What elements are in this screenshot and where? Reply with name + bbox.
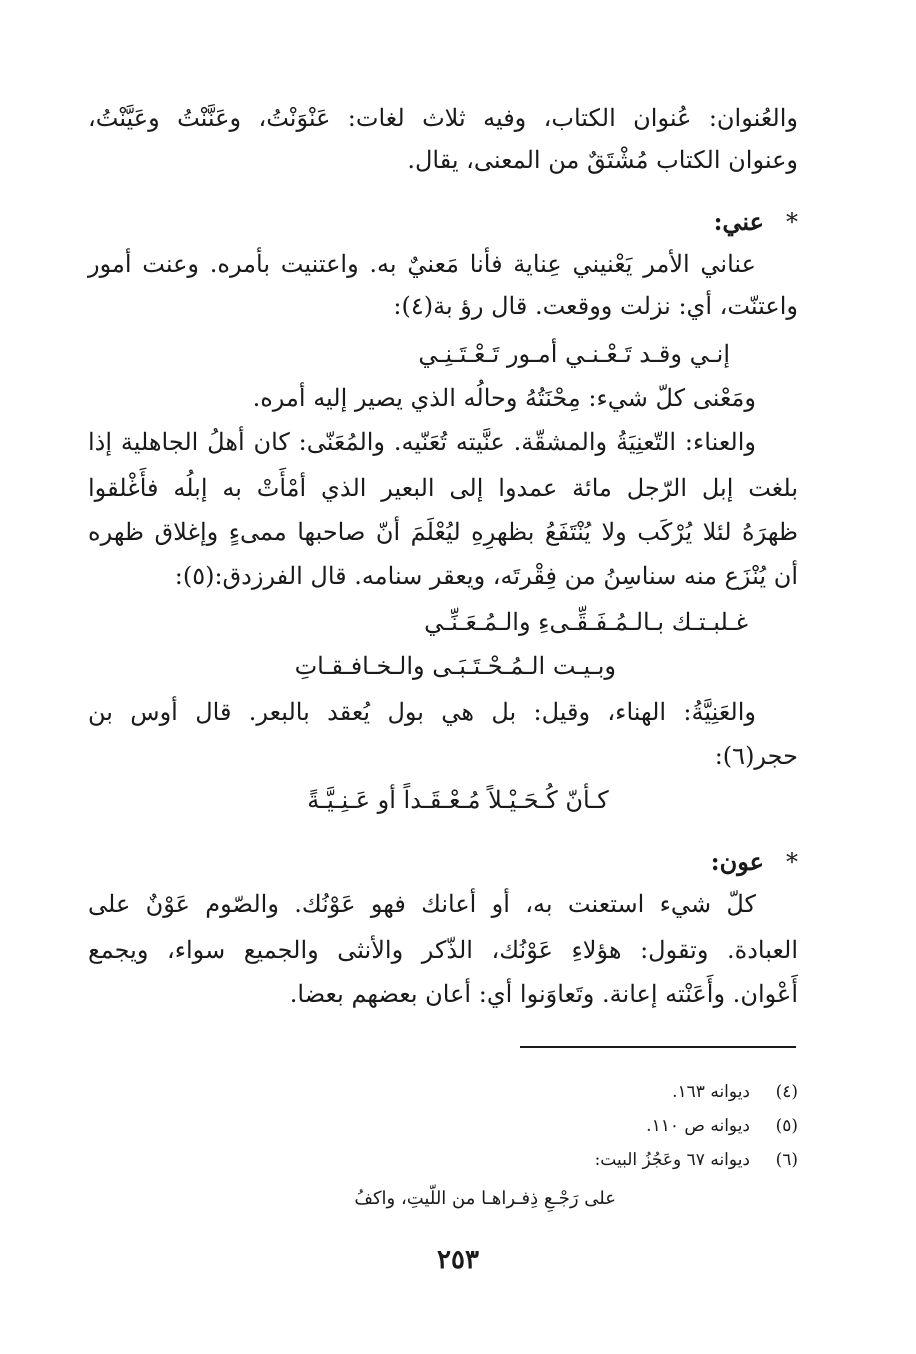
poem-verse: كـأنّ كُـحَـيْـلاً مُـعْـقَـداً أو عَـنِـيَّـةً <box>307 786 609 814</box>
entry-heading-ana <box>714 198 798 246</box>
text-line: ظهرَهُ لئلا يُرْكَب ولا يُنْتَفَعُ بظهرِهِ ليُعْلَمَ أنّ صاحبها ممىءٍ وإغلاق ظهره <box>88 518 798 546</box>
text-line: أن يُنْزَع منه سناسِنُ من فِقْرتَه، ويعقر سنامه. قال الفرزدق:(٥): <box>174 562 798 590</box>
footnote <box>595 1146 798 1174</box>
text-line: عناني الأمر يَعْنيني عِناية فأنا مَعنيٌ به. واعتنيت بأمره. وعنت أمور <box>88 250 756 278</box>
footnote-text: ديوانه ١٦٣. <box>672 1082 750 1102</box>
entry-heading-label: عني: <box>713 207 764 236</box>
text-line: وعنوان الكتاب مُشْتَقٌ من المعنى، يقال. <box>407 146 798 174</box>
asterisk-icon: * <box>786 208 798 236</box>
text-line: أَعْوان. وأَعَنْته إعانة. وتَعاوَنوا أي: أعان بعضهم بعضا. <box>289 980 798 1008</box>
footnote <box>646 1112 798 1140</box>
footnote-text: ديوانه ص ١١٠. <box>646 1116 750 1136</box>
footnote-number: (٦) <box>775 1150 798 1170</box>
entry-heading-awn <box>711 838 798 886</box>
text-line: كلّ شيء استعنت به، أو أعانك فهو عَوْنُك. والصّوم عَوْنٌ على <box>88 890 756 918</box>
asterisk-icon: * <box>786 848 798 876</box>
text-line: حجر(٦): <box>714 742 798 770</box>
text-line: واعتنّت، أي: نزلت ووقعت. قال رؤ بة(٤): <box>393 292 798 320</box>
text-line: بلغت إبل الرّجل مائة عمدوا إلى البعير الذي أمْأَتْ به إبلُه فأَغْلقوا <box>88 474 798 502</box>
entry-heading-label: عون: <box>710 847 764 876</box>
footnote-verse: على رَجْـعِ ذِفـراهـا من اللّيتِ، واكفُ <box>354 1188 616 1209</box>
page-number: ٢٥٣ <box>437 1245 479 1275</box>
footnote <box>672 1078 798 1106</box>
text-line: ومَعْنى كلّ شيء: مِحْنَتُهُ وحالُه الذي يصير إليه أمره. <box>252 384 756 412</box>
text-line: والعَنِيَّةُ: الهناء، وقيل: بل هي بول يُعقد بالبعر. قال أوس بن <box>88 698 756 726</box>
poem-verse: إنـي وقـد تَـعْـنـي أمـور تَـعْـتَـنِـي <box>418 340 730 368</box>
poem-verse: غـلبـتـك بـالـمُـفَـقِّـىءِ والـمُـعَـنِّـي <box>424 608 748 636</box>
footnote-number: (٤) <box>775 1082 798 1102</box>
text-line: العبادة. وتقول: هؤلاءِ عَوْنُك، الذّكر والأنثى والجميع سواء، ويجمع <box>88 936 798 964</box>
footnote-text: ديوانه ٦٧ وعَجُزُ البيت: <box>594 1150 750 1170</box>
footnote-number: (٥) <box>775 1116 798 1136</box>
text-line: والعُنوان: عُنوان الكتاب، وفيه ثلاث لغات: عَنْوَنْتُ، وعَنَّنْتُ وعَيَّنْتُ، <box>88 104 798 132</box>
poem-verse: وبـيـت الـمُـحْـتَـبَـى والـخـافـقـاتِ <box>294 652 616 680</box>
footnote-divider <box>520 1046 796 1048</box>
text-line: والعناء: التّعنِيَةُ والمشقّة. عنَّيته تُعَنّيه. والمُعَنّى: كان أهلُ الجاهلية إذا <box>88 428 756 456</box>
